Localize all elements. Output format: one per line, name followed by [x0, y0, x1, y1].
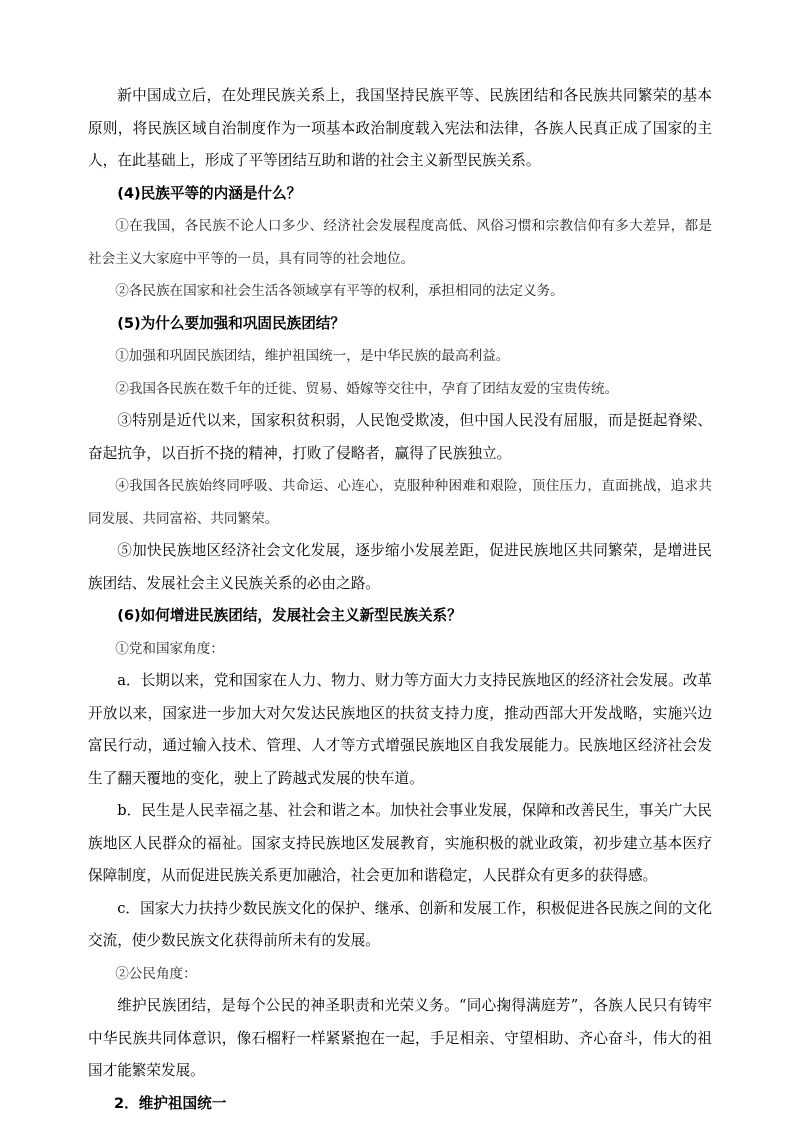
document-page [88, 80, 712, 1120]
question-6-point-a: a．长期以来，党和国家在人力、物力、财力等方面大力支持民族地区的经济社会发展。改革开放以来，国家进一步加大对欠发达民族地区的扶贫支持力度，推动西部大开发战略，实施兴边富民行动，通过输入技术、管理、人才等方式增强民族地区自我发展能力。民族地区经济社会发生了翻天覆地的变化，驶上了跨越式发展的快车道。 [88, 672, 712, 787]
question-4-heading: (4)民族平等的内涵是什么？ [117, 184, 302, 202]
question-5-heading: (5)为什么要加强和巩固民族团结？ [117, 314, 345, 332]
section-2-heading: 2．维护祖国统一 [114, 1094, 227, 1112]
question-4-answer-1: ①在我国，各民族不论人口多少、经济社会发展程度高低、风俗习惯和宗教信仰有多大差异，都是社会主义大家庭中平等的一员，具有同等的社会地位。 [88, 218, 712, 267]
question-6-point-b: b．民生是人民幸福之基、社会和谐之本。加快社会事业发展，保障和改善民生，事关广大民族地区人民群众的福祉。国家支持民族地区发展教育，实施积极的就业政策，初步建立基本医疗保障制度，从而促进民族关系更加融洽，社会更加和谐稳定，人民群众有更多的获得感。 [88, 802, 712, 884]
question-5-answer-1: ①加强和巩固民族团结，维护祖国统一，是中华民族的最高利益。 [115, 348, 510, 364]
question-6-party-state-subheading: ①党和国家角度： [115, 640, 224, 657]
question-5-answer-4: ④我国各民族始终同呼吸、共命运、心连心，克服种种困难和艰险，顶住压力，直面挑战，追求共同发展、共同富裕、共同繁荣。 [88, 478, 712, 527]
question-5-answer-2: ②我国各民族在数千年的迁徙、贸易、婚嫁等交往中，孕育了团结友爱的宝贵传统。 [115, 380, 619, 397]
question-6-heading: (6)如何增进民族团结，发展社会主义新型民族关系？ [117, 607, 462, 624]
intro-paragraph: 新中国成立后，在处理民族关系上，我国坚持民族平等、民族团结和各民族共同繁荣的基本原则，将民族区域自治制度作为一项基本政治制度载入宪法和法律，各族人民真正成了国家的主人，在此基础上，形成了平等团结互助和谐的社会主义新型民族关系。 [88, 87, 712, 169]
question-5-answer-5: ⑤加快民族地区经济社会文化发展，逐步缩小发展差距，促进民族地区共同繁荣，是增进民族团结、发展社会主义民族关系的必由之路。 [88, 542, 712, 592]
question-5-answer-3: ③特别是近代以来，国家积贫积弱，人民饱受欺凌，但中国人民没有屈服，而是挺起脊梁、奋起抗争，以百折不挠的精神，打败了侵略者，赢得了民族独立。 [88, 412, 712, 462]
question-6-point-c: c．国家大力扶持少数民族文化的保护、继承、创新和发展工作，积极促进各民族之间的文化交流，使少数民族文化获得前所未有的发展。 [88, 899, 712, 949]
question-6-citizen-paragraph: 维护民族团结，是每个公民的神圣职责和光荣义务。“同心掬得满庭芳”，各族人民只有铸牢中华民族共同体意识，像石榴籽一样紧紧抱在一起，手足相亲、守望相助、齐心奋斗，伟大的祖国才能繁荣发展。 [88, 997, 712, 1079]
question-6-citizen-subheading: ②公民角度： [115, 965, 197, 982]
question-4-answer-2: ②各民族在国家和社会生活各领域享有平等的权利，承担相同的法定义务。 [115, 283, 564, 299]
